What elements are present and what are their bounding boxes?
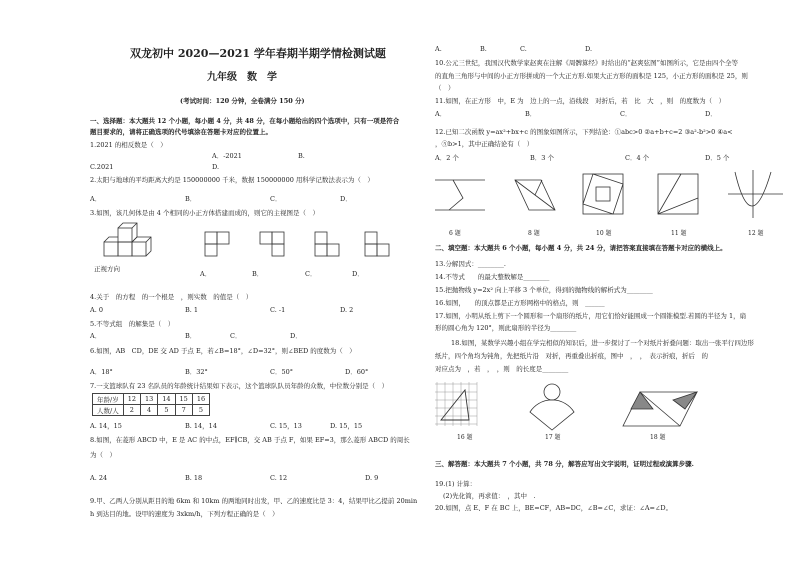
- q7-opt-d: D. 15，15: [330, 422, 363, 430]
- q12-opt-b: B．3 个: [530, 154, 554, 162]
- q17-text-2: 形的圆心角为 120°，则此扇形的半径为________: [435, 324, 577, 332]
- q3-option-views: [205, 228, 385, 268]
- table-cell: 4: [140, 405, 157, 416]
- q6-text: 6.如图，AB CD，DE 交 AD 于点 E，若∠B=18°，∠D=32°，则∠BED 的度数为（ ）: [90, 347, 356, 355]
- q6-opt-a: A．18°: [90, 368, 113, 376]
- q9-text: 9.甲、乙两人分别从距目的地 6km 和 10km 的两地同时出发，甲、乙的速度比是 3：4，结果甲比乙提前 20min: [90, 497, 418, 505]
- q2-text: 2.太阳与地球的平均距离大约是 150000000 千米，数据 150000000 用科学记数法表示为（ ）: [90, 176, 374, 184]
- q3-text: 3.如图，该几何体是由 4 个相同的小正方体搭建而成的，则它的主视图是（ ）: [90, 209, 319, 217]
- age-table: [92, 393, 210, 416]
- q3-opt-d: D．: [352, 270, 364, 278]
- figures-row-2: [435, 382, 780, 432]
- q1-text: 1.2021 的相反数是（ ）: [90, 141, 167, 149]
- right-column: [405, 0, 790, 562]
- table-cell: 13: [140, 394, 157, 405]
- q7-opt-a: A. 14，15: [90, 422, 122, 430]
- q10-text-3: （ ）: [435, 84, 455, 92]
- q9-opt-a: A.: [435, 45, 442, 53]
- table-cell: 12: [123, 394, 140, 405]
- q8-text: 8.如图，在菱形 ABCD 中，E 是 AC 的中点，EF∥CB，交 AB 于点 F，如果 EF=3，那么菱形 ABCD 的周长: [90, 436, 410, 444]
- q12-opt-d: D．5 个: [705, 154, 730, 162]
- q4-opt-c: C. -1: [270, 306, 286, 314]
- table-cell: 5: [158, 405, 175, 416]
- section2-heading: 二、填空题：本大题共 6 个小题，每小题 4 分，共 24 分，请把答案直接填在答题卡对应的横线上。: [435, 244, 727, 252]
- q3-opt-b: B．: [252, 270, 264, 278]
- q8-opt-c: C. 12: [270, 474, 288, 482]
- q19-text: 19.(1) 计算：: [435, 480, 477, 488]
- q9-opt-c: C.: [520, 45, 527, 53]
- table-cell: 14: [158, 394, 175, 405]
- fig8-caption: 8 题: [528, 230, 540, 237]
- q3-view-label: 正视方向: [94, 265, 120, 273]
- q7-text: 7.一支篮球队有 23 名队员的年龄统计结果如下表示，这个篮球队队员年龄的众数，中位数分别是（ ）: [90, 382, 389, 390]
- q5-opt-a: A．: [90, 332, 102, 340]
- table-cell: 5: [192, 405, 209, 416]
- q8-opt-a: A. 24: [90, 474, 108, 482]
- q8-text-2: 为（ ）: [90, 451, 116, 459]
- q19-part2: (2)先化简，再求值： ，其中 .: [443, 492, 536, 500]
- exam-info: (考试时间：120 分钟，全卷满分 150 分): [180, 97, 305, 105]
- q12-text: 12.已知二次函数 y=ax²+bx+c 的图象如图所示，下列结论：①abc>0 ②a+b+c=2 ③a²-b²>0 ④a<: [435, 128, 733, 136]
- q5-opt-b: B．: [185, 332, 197, 340]
- q20-text: 20.如图，点 E、F 在 BC 上，BE=CF，AB=DC，∠B=∠C，求证：∠A=∠D。: [435, 504, 673, 512]
- q15-text: 15.把抛物线 y=2x² 向上平移 3 个单位，得到的抛物线的解析式为________: [435, 286, 653, 294]
- q2-opt-d: D．: [340, 195, 352, 203]
- q4-opt-b: B. 1: [185, 306, 199, 314]
- q5-opt-d: D．: [290, 332, 302, 340]
- q11-text: 11.如图，在正方形 中，E 为 边上的一点，沿线段 对折后，若 比 大 ，则 的度数为（ ）: [435, 97, 726, 105]
- section1-heading-2: 题目要求的，请将正确选项的代号填涂在答题卡对应的位置上。: [90, 128, 272, 136]
- q6-opt-c: C．50°: [270, 368, 293, 376]
- table-cell: 人数/人: [93, 405, 124, 416]
- q3-opt-c: C．: [305, 270, 317, 278]
- fig16-caption: 16 题: [457, 434, 473, 441]
- q18-text-2: 纸片，四个角均为钝角，先把纸片沿 对折，再重叠出折痕，图中 ， ， 表示折痕，折后 的: [435, 352, 708, 360]
- fig18-caption: 18 题: [650, 434, 666, 441]
- section1-heading: 一、选择题：本大题共 12 个小题，每小题 4 分，共 48 分，在每小题给出的四个选项中，只有一项是符合: [90, 117, 400, 125]
- q14-text: 14.不等式 的最大整数解是________: [435, 273, 550, 281]
- q12-opt-a: A．2 个: [435, 154, 459, 162]
- q1-opt-d: D.: [212, 163, 220, 171]
- q3-solid-figure: [100, 220, 152, 266]
- table-cell: 15: [175, 394, 192, 405]
- fig6-caption: 6 题: [449, 230, 461, 237]
- q9-opt-b: B.: [480, 45, 487, 53]
- q10-text-2: 的直角三角形与中间的小正方形拼成的一个大正方形.如果大正方形的面积是 125，小正方形的面积是 25，则: [435, 72, 748, 80]
- q1-opt-c: C.2021: [90, 163, 114, 171]
- q1-opt-a: A．-2021: [212, 152, 242, 160]
- q17-text: 17.如图，小明从纸上剪下一个圆形和一个扇形的纸片，用它们恰好能围成一个圆锥模型.若圆的半径为 1，扇: [435, 312, 747, 320]
- q12-text-2: ，⑤b>1，其中正确结论有（ ）: [435, 140, 534, 148]
- table-cell: 7: [175, 405, 192, 416]
- q11-opt-b: B．: [525, 110, 537, 118]
- q1-opt-b: B.: [298, 152, 305, 160]
- q2-opt-c: C．: [270, 195, 282, 203]
- q9-text-2: h 到达目的地。设甲的速度为 3xkm/h，下列方程正确的是（ ）: [90, 510, 279, 518]
- q2-opt-a: A．: [90, 195, 102, 203]
- figures-row-1: [433, 170, 788, 228]
- q13-text: 13.分解因式：________.: [435, 260, 506, 268]
- q11-opt-d: D．: [705, 110, 717, 118]
- q4-opt-d: D. 2: [340, 306, 354, 314]
- q4-opt-a: A. 0: [90, 306, 103, 314]
- q11-opt-c: C．: [620, 110, 632, 118]
- age-table-row: [93, 394, 210, 405]
- table-cell: 年龄/岁: [93, 394, 124, 405]
- q10-text: 10.公元三世纪，我国汉代数学家赵爽在注解《周髀算经》时给出的“赵爽弦图”如图所示，它是由四个全等: [435, 59, 738, 67]
- q3-opt-a: A．: [200, 270, 212, 278]
- fig10-caption: 10 题: [596, 230, 612, 237]
- table-cell: 2: [123, 405, 140, 416]
- q12-opt-c: C．4 个: [625, 154, 650, 162]
- exam-subtitle: 九年级 数 学: [207, 72, 277, 83]
- q6-opt-d: D．60°: [345, 368, 369, 376]
- exam-title: 双龙初中 2020—2021 学年春期半期学情检测试题: [130, 47, 386, 60]
- q6-opt-b: B．32°: [185, 368, 208, 376]
- fig17-caption: 17 题: [545, 434, 561, 441]
- q5-text: 5.不等式组 的解集是（ ）: [90, 320, 175, 328]
- q18-text-3: 对应点为 ，若 ， ，则 的长度是________: [435, 365, 569, 373]
- q9-opt-d: D.: [585, 45, 593, 53]
- q8-opt-b: B. 18: [185, 474, 203, 482]
- fig11-caption: 11 题: [671, 230, 687, 237]
- q2-opt-b: B．: [185, 195, 197, 203]
- q16-text: 16.如图， 的顶点都是正方形网格中的格点，则 ______: [435, 299, 605, 307]
- q8-opt-d: D. 9: [365, 474, 379, 482]
- q7-opt-c: C. 15，13: [270, 422, 302, 430]
- count-table-row: [93, 405, 210, 416]
- q18-text: 18.如图，某数学兴趣小组在学完相似的知识后，进一步探讨了一个对纸片折叠问题：取出一张平行四边形: [451, 339, 754, 347]
- q11-opt-a: A．: [435, 110, 447, 118]
- q7-opt-b: B. 14，14: [185, 422, 217, 430]
- q5-opt-c: C．: [230, 332, 242, 340]
- q4-text: 4.关于 的方程 的一个根是 ，则实数 的值是（ ）: [90, 293, 253, 301]
- fig12-caption: 12 题: [748, 230, 764, 237]
- table-cell: 16: [192, 394, 209, 405]
- section3-heading: 三、解答题：本大题共 7 个小题，共 78 分，解答应写出文字说明，证明过程或演算步骤.: [435, 460, 694, 468]
